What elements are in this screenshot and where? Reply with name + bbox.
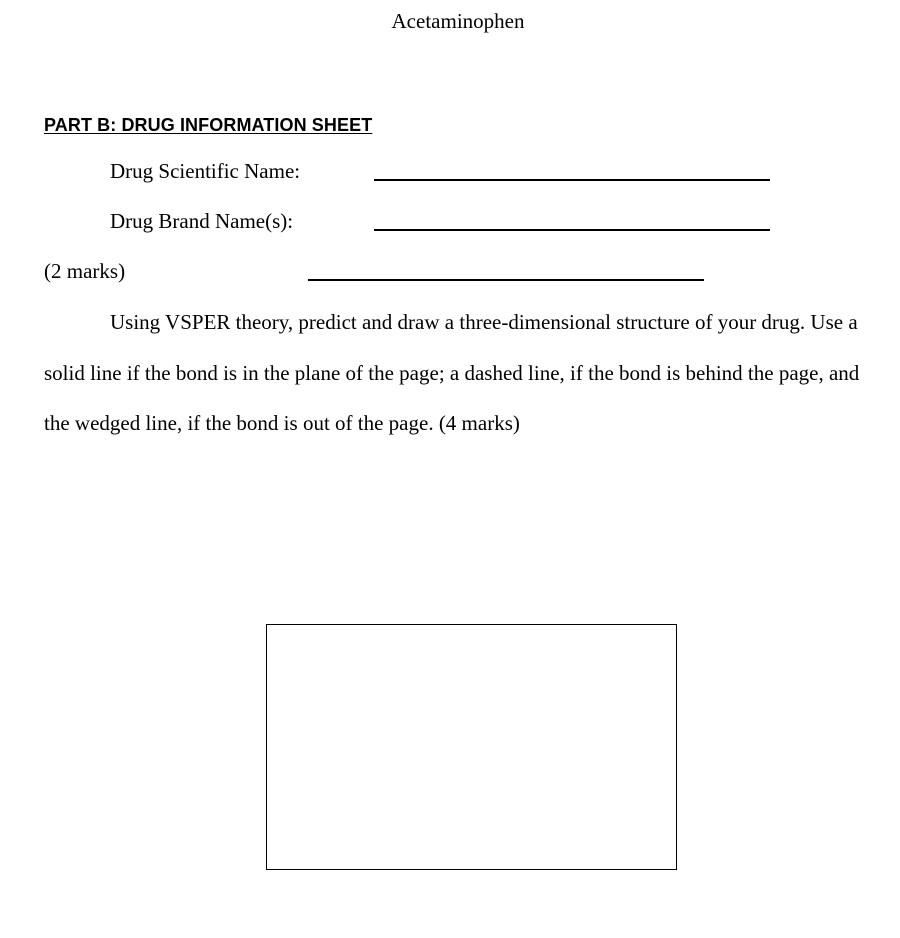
section-heading: PART B: DRUG INFORMATION SHEET [44,115,373,135]
additional-answer-line[interactable] [308,279,704,281]
scientific-name-answer-line[interactable] [374,179,770,181]
brand-name-label: Drug Brand Name(s): [110,209,294,233]
structure-drawing-box[interactable] [266,624,677,870]
scientific-name-label: Drug Scientific Name: [110,159,301,183]
brand-name-answer-line[interactable] [374,229,770,231]
marks-label: (2 marks) [44,259,126,283]
page-header-title: Acetaminophen [391,9,525,33]
structure-instructions: Using VSPER theory, predict and draw a three-dimensional structure of your drug. Use a solid line if the bond is in the plane of the page; a dashed line, if the bond is behind the page, and the wedged line, if the bond is out of the page. (4 marks) [44,310,860,435]
